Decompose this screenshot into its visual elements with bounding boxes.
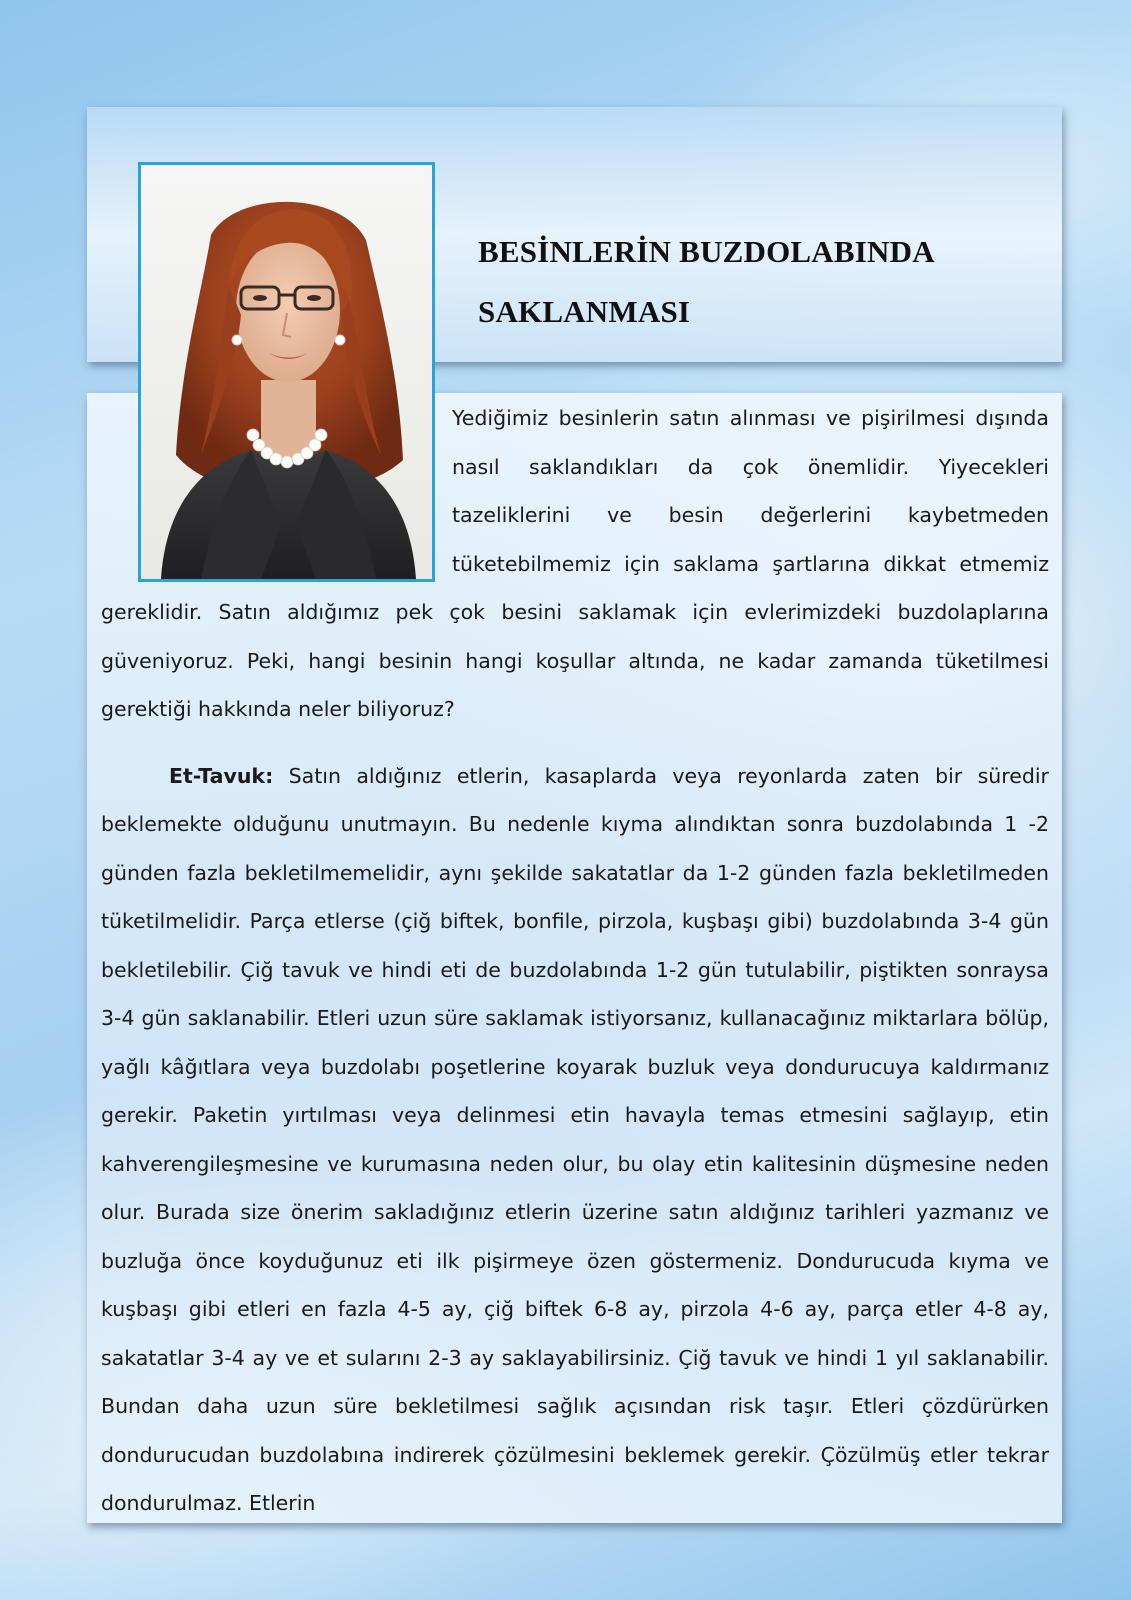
section-heading-et-tavuk: Et-Tavuk: xyxy=(169,763,274,788)
article-body xyxy=(101,394,1049,1528)
intro-paragraph: Yediğimiz besinlerin satın alınması ve pişirilmesi dışında nasıl saklandıkları da çok önemlidir. Yiyecekleri tazeliklerini ve besin değerlerini kaybetmeden tüketebilmemiz için saklama şartlarına dikkat etmemiz gereklidir. Satın aldığımız pek çok besini saklamak için evlerimizdeki buzdolaplarına güveniyoruz. Peki, hangi besinin hangi koşullar altında, ne kadar zamanda tüketilmesi gerektiği hakkında neler biliyoruz? xyxy=(101,406,1049,721)
section-paragraph-et-tavuk xyxy=(101,752,1049,1528)
section-text-et-tavuk: Satın aldığınız etlerin, kasaplarda veya reyonlarda zaten bir süredir beklemekte olduğunu unutmayın. Bu nedenle kıyma alındıktan sonra buzdolabında 1 -2 günden fazla bekletilmemelidir, aynı şekilde sakatatlar da 1-2 günden fazla bekletilmeden tüketilmelidir. Parça etlerse (çiğ biftek, bonfile, pirzola, kuşbaşı gibi) buzdolabında 3-4 gün bekletilebilir. Çiğ tavuk ve hindi eti de buzdolabında 1-2 gün tutulabilir, piştikten sonraysa 3-4 gün saklanabilir. Etleri uzun süre saklamak istiyorsanız, kullanacağınız miktarlara bölüp, yağlı kâğıtlara veya buzdolabı poşetlerine koyarak buzluk veya dondurucuya kaldırmanız gerekir. Paketin yırtılması veya delinmesi etin havayla temas etmesini sağlayıp, etin kahverengileşmesine ve kurumasına neden olur, bu olay etin kalitesinin düşmesine neden olur. Burada size önerim sakladığınız etlerin üzerine satın aldığınız tarihleri yazmanız ve buzluğa önce koyduğunuz eti ilk pişirmeye özen göstermeniz. Dondurucuda kıyma ve kuşbaşı gibi etleri en fazla 4-5 ay, çiğ biftek 6-8 ay, pirzola 4-6 ay, parça etler 4-8 ay, sakatatlar 3-4 ay ve et sularını 2-3 ay saklayabilirsiniz. Çiğ tavuk ve hindi 1 yıl saklanabilir. Bundan daha uzun süre bekletilmesi sağlık açısından risk taşır. Etleri çözdürürken dondurucudan buzdolabına indirerek çözülmesini beklemek gerekir. Çözülmüş etler tekrar dondurulmaz. Etlerin xyxy=(101,763,1049,1515)
photo-wrap-spacer xyxy=(101,394,452,586)
article-title: BESİNLERİN BUZDOLABINDA SAKLANMASI xyxy=(478,234,934,329)
